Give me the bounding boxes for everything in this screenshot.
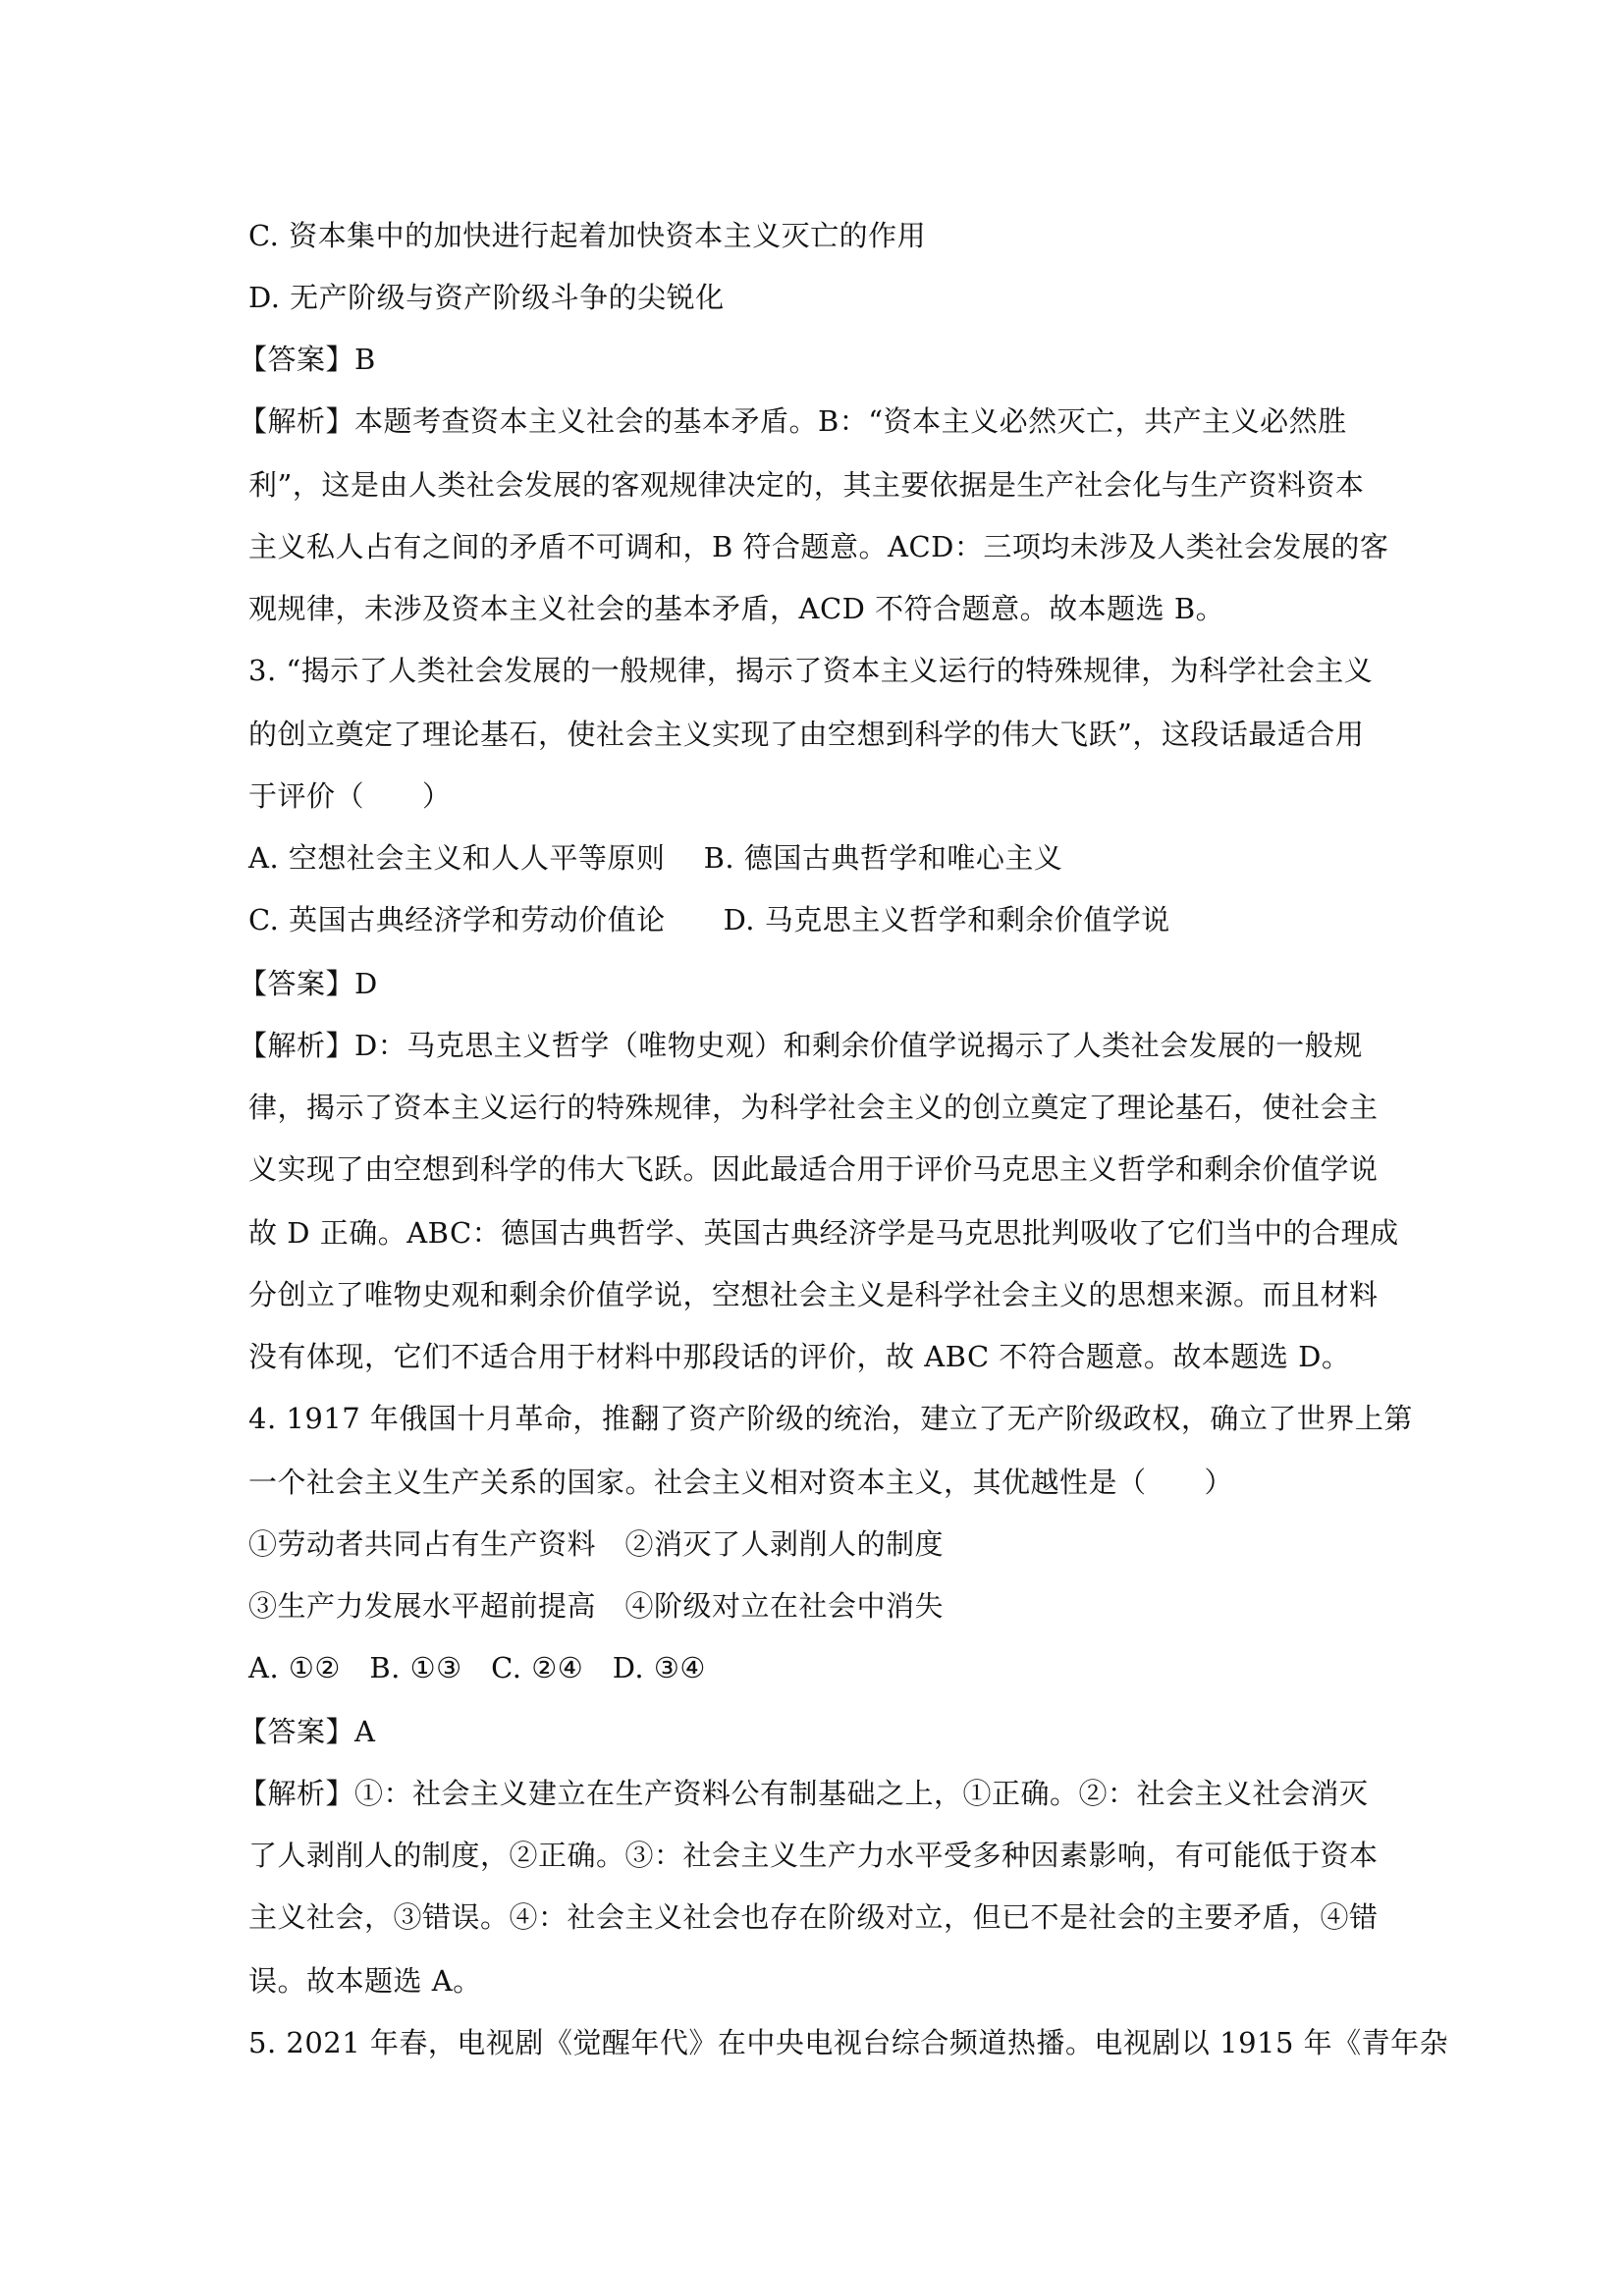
analysis-line: 主义私人占有之间的矛盾不可调和，B 符合题意。ACD：三项均未涉及人类社会发展的客: [248, 530, 1389, 563]
option-c-line: C. 资本集中的加快进行起着加快资本主义灭亡的作用: [248, 219, 927, 252]
question-line: 于评价（ ）: [248, 779, 452, 813]
statement-line: ①劳动者共同占有生产资料 ②消灭了人剥削人的制度: [248, 1527, 945, 1561]
analysis-line: 观规律，未涉及资本主义社会的基本矛盾，ACD 不符合题意。故本题选 B。: [248, 592, 1225, 625]
question-line: 4. 1917 年俄国十月革命，推翻了资产阶级的统治，建立了无产阶级政权，确立了世界上第: [248, 1402, 1413, 1435]
analysis-line: 主义社会，③错误。④：社会主义社会也存在阶级对立，但已不是社会的主要矛盾，④错: [248, 1900, 1379, 1934]
analysis-line: 义实现了由空想到科学的伟大飞跃。因此最适合用于评价马克思主义哲学和剩余价值学说: [248, 1152, 1379, 1186]
analysis-line: 故 D 正确。ABC：德国古典哲学、英国古典经济学是马克思批判吸收了它们当中的合理成: [248, 1216, 1399, 1250]
answer-line: 【答案】B: [239, 343, 376, 376]
analysis-line: 分创立了唯物史观和剩余价值学说，空想社会主义是科学社会主义的思想来源。而且材料: [248, 1278, 1379, 1311]
analysis-line: 误。故本题选 A。: [248, 1964, 482, 1998]
statement-line: ③生产力发展水平超前提高 ④阶级对立在社会中消失: [248, 1589, 945, 1623]
answer-line: 【答案】D: [239, 967, 378, 1000]
analysis-line: 利”，这是由人类社会发展的客观规律决定的，其主要依据是生产社会化与生产资料资本: [248, 468, 1365, 502]
options-line: A. ①② B. ①③ C. ②④ D. ③④: [248, 1651, 706, 1684]
question-line: 5. 2021 年春，电视剧《觉醒年代》在中央电视台综合频道热播。电视剧以 1915 年《青年杂: [248, 2026, 1449, 2059]
analysis-line: 【解析】①：社会主义建立在生产资料公有制基础之上，①正确。②：社会主义社会消灭: [239, 1777, 1369, 1810]
option-cd-line: C. 英国古典经济学和劳动价值论 D. 马克思主义哲学和剩余价值学说: [248, 903, 1170, 936]
analysis-line: 律，揭示了资本主义运行的特殊规律，为科学社会主义的创立奠定了理论基石，使社会主: [248, 1091, 1379, 1124]
option-d-line: D. 无产阶级与资产阶级斗争的尖锐化: [248, 281, 725, 314]
question-line: 3. “揭示了人类社会发展的一般规律，揭示了资本主义运行的特殊规律，为科学社会主义: [248, 654, 1374, 687]
answer-line: 【答案】A: [239, 1715, 376, 1748]
analysis-line: 【解析】D：马克思主义哲学（唯物史观）和剩余价值学说揭示了人类社会发展的一般规: [239, 1029, 1363, 1062]
analysis-line: 了人剥削人的制度，②正确。③：社会主义生产力水平受多种因素影响，有可能低于资本: [248, 1839, 1379, 1872]
option-ab-line: A. 空想社会主义和人人平等原则 B. 德国古典哲学和唯心主义: [248, 841, 1063, 875]
question-line: 的创立奠定了理论基石，使社会主义实现了由空想到科学的伟大飞跃”，这段话最适合用: [248, 718, 1365, 751]
analysis-line: 【解析】本题考查资本主义社会的基本矛盾。B：“资本主义必然灭亡，共产主义必然胜: [239, 404, 1347, 438]
analysis-line: 没有体现，它们不适合用于材料中那段话的评价，故 ABC 不符合题意。故本题选 D。: [248, 1340, 1351, 1373]
question-line: 一个社会主义生产关系的国家。社会主义相对资本主义，其优越性是（ ）: [248, 1466, 1234, 1499]
